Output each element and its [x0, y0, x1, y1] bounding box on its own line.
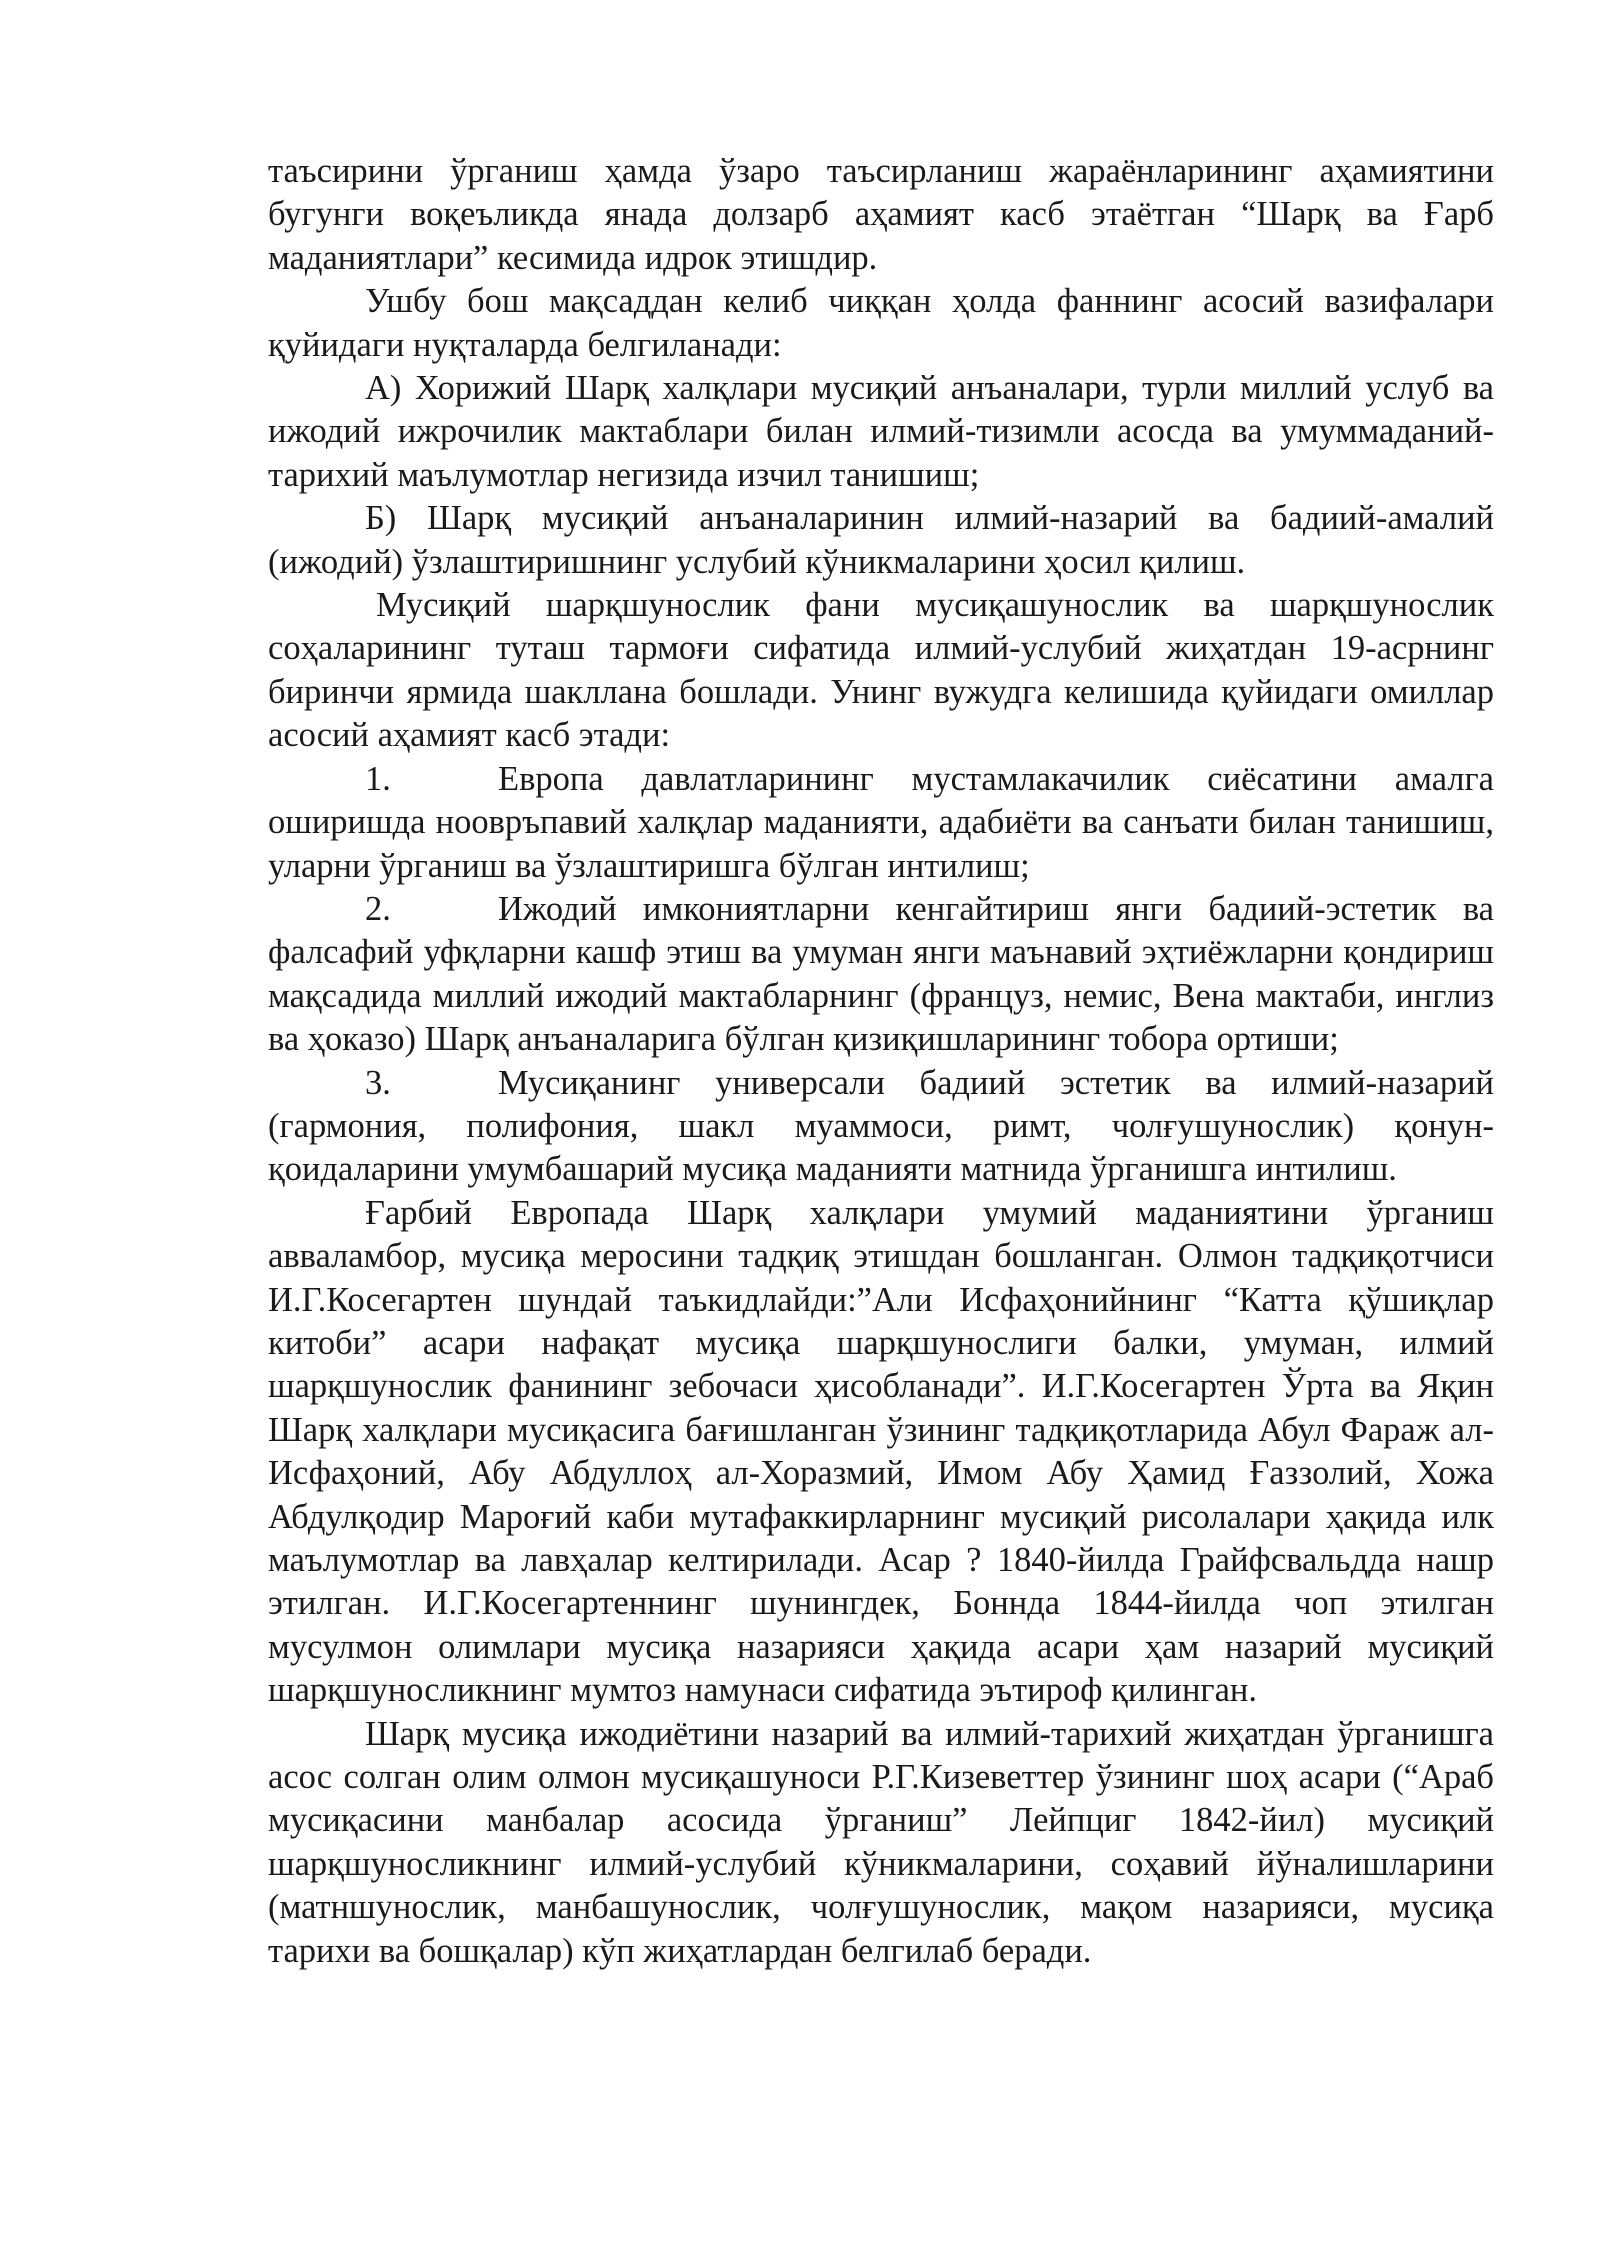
item-number: 3.	[365, 1063, 391, 1102]
document-page	[268, 150, 1494, 1973]
numbered-item-2	[268, 888, 1494, 1062]
paragraph-task-b: Б) Шарқ мусиқий анъаналаринин илмий-назарий ва бадиий-амалий (ижодий) ўзлаштиришнинг услубий кўникмаларини ҳосил қилиш.	[268, 499, 1494, 581]
item-number: 1.	[365, 759, 391, 798]
numbered-item-3	[268, 1062, 1494, 1192]
paragraph-western-europe: Ғарбий Европада Шарқ халқлари умумий маданиятини ўрганиш авваламбор, мусиқа меросини тадқиқ этишдан бошланган. Олмон тадқиқотчиси И.Г.Косегартен шундай таъкидлайди:”Али Исфаҳонийнинг “Катта қўшиқлар китоби” асари нафақат мусиқа шарқшунослиги балки, умуман, илмий шарқшунослик фанининг зебочаси ҳисобланади”. И.Г.Косегартен Ўрта ва Яқин Шарқ халқлари мусиқасига бағишланган ўзининг тадқиқотларида Абул Фараж ал-Исфаҳоний, Абу Абдуллоҳ ал-Хоразмий, Имом Абу Ҳамид Ғаззолий, Хожа Абдулқодир Мароғий каби мутафаккирларнинг мусиқий рисолалари ҳақида илк маълумотлар ва лавҳалар келтирилади. Асар ? 1840-йилда Грайфсвальдда нашр этилган. И.Г.Косегартеннинг шунингдек, Боннда 1844-йилда чоп этилган мусулмон олимлари мусиқа назарияси ҳақида асари ҳам назарий мусиқий шарқшуносликнинг мумтоз намунаси сифатида эътироф қилинган.	[268, 1193, 1494, 1710]
numbered-item-1	[268, 758, 1494, 888]
paragraph-tasks-intro: Ушбу бош мақсаддан келиб чиққан ҳолда фаннинг асосий вазифалари қуйидаги нуқталарда белгиланади:	[268, 282, 1494, 364]
item-text: Мусиқанинг универсали бадиий эстетик ва илмий-назарий (гармония, полифония, шакл муаммоси, римт, чолғушунослик) қонун-қоидаларини умумбашарий мусиқа маданияти матнида ўрганишга интилиш.	[268, 1063, 1494, 1189]
paragraph-intro-continuation: таъсирини ўрганиш ҳамда ўзаро таъсирланиш жараёнларининг аҳамиятини бугунги воқеъликда янада долзарб аҳамият касб этаётган “Шарқ ва Ғарб маданиятлари” кесимида идрок этишдир.	[268, 152, 1494, 277]
paragraph-task-a: А) Хорижий Шарқ халқлари мусиқий анъаналари, турли миллий услуб ва ижодий ижрочилик мактаблари билан илмий-тизимли асосда ва умуммаданий-тарихий маълумотлар негизида изчил танишиш;	[268, 369, 1494, 494]
item-text: Европа давлатларининг мустамлакачилик сиёсатини амалга оширишда ноовръпавий халқлар маданияти, адабиёти ва санъати билан танишиш, уларни ўрганиш ва ўзлаштиришга бўлган интилиш;	[268, 759, 1494, 885]
paragraph-discipline-origin: Мусиқий шарқшунослик фани мусиқашунослик ва шарқшунослик соҳаларининг туташ тармоғи сифатида илмий-услубий жиҳатдан 19-асрнинг биринчи ярмида шакллана бошлади. Унинг вужудга келишида қуйидаги омиллар асосий аҳамият касб этади:	[268, 586, 1494, 755]
item-number: 2.	[365, 889, 391, 928]
paragraph-kiesewetter: Шарқ мусиқа ижодиётини назарий ва илмий-тарихий жиҳатдан ўрганишга асос солган олим олмон мусиқашуноси Р.Г.Кизеветтер ўзининг шоҳ асари (“Араб мусиқасини манбалар асосида ўрганиш” Лейпциг 1842-йил) мусиқий шарқшуносликнинг илмий-услубий кўникмаларини, соҳавий йўналишларини (матншунослик, манбашунослик, чолғушунослик, мақом назарияси, мусиқа тарихи ва бошқалар) кўп жиҳатлардан белгилаб беради.	[268, 1714, 1494, 1970]
item-text: Ижодий имкониятларни кенгайтириш янги бадиий-эстетик ва фалсафий уфқларни кашф этиш ва умуман янги маънавий эҳтиёжларни қондириш мақсадида миллий ижодий мактабларнинг (француз, немис, Вена мактаби, инглиз ва ҳоказо) Шарқ анъаналарига бўлган қизиқишларининг тобора ортиши;	[268, 889, 1494, 1059]
